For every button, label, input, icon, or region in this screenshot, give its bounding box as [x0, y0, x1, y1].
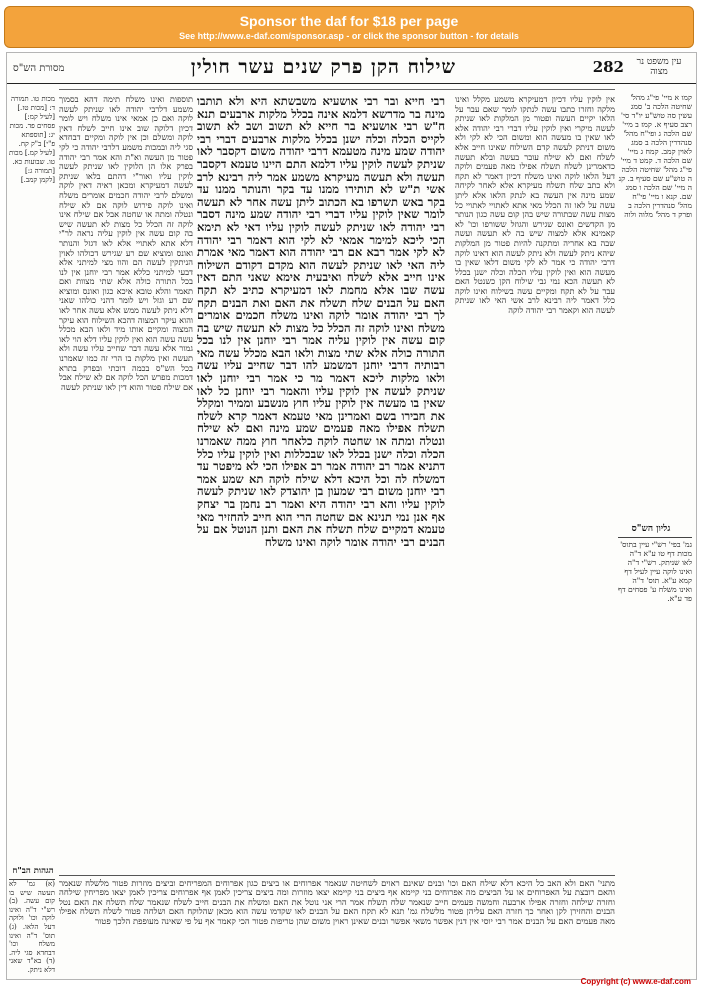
hagahot-habach-title: הגהות הב"ח: [12, 866, 54, 876]
hagahot-habach-column: (א) גמ' לא תעשה שיש בו קום עשה. (ב) רש"י ד"ה ואינו לוקה וכו' ולוקה דעל הלאו. (ג) תוס' ד"ה ואינו משלח וכו' דבחדא סגי ליה. (ד) בא"ד שאני דלא ניתק.: [9, 879, 55, 976]
header-divider: [59, 89, 615, 90]
sponsor-title[interactable]: Sponsor the daf for $18 per page: [239, 13, 459, 29]
tosafot-column: תוספות ואינו משלח תימה דהא בסמוך משמע דלרבי יהודה לאו שניתק לעשה לוקה ואם כן אמאי אינו משלח ויש לומר דכיון דלוקה שוב אינו חייב לשלח דאין לוקה ומשלם וכן אין לוקה ומקיים דבחדא סגי ליה ובמכות משמע דלרבי יהודה כי לקי פטור מן העשה וא"ת והא אמר רבי יהודה בפרק אלו הן הלוקין לאו שניתק לעשה לוקין עליו ואור"י דהתם בלאו שניתק לעשה דמעיקרא ומכאן ראיה דאין לוקה ומשלם לרבי יהודה חכמים אומרים משלח ואינו לוקה פירוש לוקה אם לא שילח ונטלה ומתה או שחטה אבל אם שילח אינו לוקה זה הכלל כל מצות לא תעשה שיש בה קום עשה אין לוקין עליה נראה לר"י דלא אתא לאתויי אלא לאו דגזל והנותר ואונס ומוציא שם רע שגירש דכולהו לאוין הניתקין לעשה הם והוו מצי למיתני אלא דבעי למיתני כללא אמר רבי יוחנן אין לנו בכל התורה כולה אלא שתי מצוות ואם תאמר והלא טובא איכא כגון ואונס ומוציא שם רע וגזל ויש לומר דהני כולהו שאני דלא ניתק לעשה ממש אלא עשה אחר לאו והוא עיקר המצוה דהכא השילוח הוא עיקר המצוה ומקיים אותו מיד ולאו הבא מכלל עשה עשה הוא ואין לוקין עליו דלא הוי לאו גמור אלא עשה דבר שחייב עליו עשה ולא תעשה ואין מלקות בו הרי זה כמו שאמרנו בכל הש"ס בכמה דוכתי ובפרק בתרא דמכות מפרש הכל לוקה אם לא שילח אבל אם שילח פטור והוא דין לאו שניתק לעשה: [59, 95, 193, 392]
bottom-commentary: מתני' האם ולא האב כל היכא דלא שילח האם וכו' ובנים שאינם ראוים לשחיטה שנאמר אפרוחים או ביצים כגון אפרוחים המפריחים וביצים מוזרות פטור מלשלח שנאמר והאם רובצת על האפרוחים או על הביצים מה אפרוחים בני קיימא אף ביצים בני קיימא יצאו מוזרות ומה ביצים צריכין לאמן אף אפרוחים צריכין לאמן יצאו מפריחין שילחה וחזרה שילחה וחזרה אפילו ארבעה וחמשה פעמים חייב שנאמר שלח תשלח אמר הרי אני נוטל את האם ומשלח את הבנים חייב לשלח שנאמר שלח תשלח את האם נטל הבנים והחזירן לקן ואחר כך חזרה האם עליהן פטור מלשלח גמ' תנא לא תקח האם על הבנים לאו שקדמו עשה הוא מכאן שהלוקח האם ושלחה פטור לשלח תשלח אפילו מאה פעמים האם על הבנים אמר רבי יוסי אין דנין אפשר משאי אפשר ובנים שאינן ראוין משום שהן טריפות פטור הכי קאמר אף על פי שאינה מעופפת הלכך פטור: [59, 875, 615, 975]
rashi-column: אין לוקין עליו דכיון דמעיקרא משמע מקלל ואינו מלקה וחזרו כתבו עשה לנתקו לומר שאם עבר על הלאו יקיים העשה ופטור מן המלקות לאו שניתק לעשה מיקרי ואין לוקין עליו דברי רבי יהודה אלא לאו שאין בו מעשה הוא ומשום הכי לא לקי ולא משום דניתק לעשה קדם השילוח שאינו חייב אלא לשלח ואם לא שילח עובר בעשה ובלא תעשה כדאמרינן לשלח תשלח אפילו מאה פעמים ולוקה דעל הלאו לוקה ואינו משלח דכיון דאמר לא תקח ולא כתב שלח תשלח מעיקרא אלא לאחר לקיחה שמע מינה אין העשה בא לנתק הלאו אלא ליתן עשה על לאו זה הכלל מאי אתא לאתויי לאתויי כל מצות עשה שבתורה שיש בהן קום עשה כגון הנותר מן הקדשים ואונס שגירש והגוזל ששורפו וכו' לא קאמינא אלא למצוה שיש בה לא תעשה ועשה שבה בא אחריה ומתקנה להיות פטור מן המלקות שיהא ניתק לעשה ולא ניתק לעשה הוא דאינו לוקה דרבי יהודה כי אמר לא לקי משום דלאו שאין בו מעשה הוא ואין לוקין עליו הכלה וכלה ישנן בכלל לא תעשה הכא נמי גבי שילוח הקן כשנטל האם עבר על לא תקח ומקיים עשה בשילוח ואינו לוקה כלל דאמר ליה רבינא לרב אשי האי לאו שניתק לעשה הוא וקאמר רבי יהודה לוקה: [455, 95, 615, 316]
gilion-hashas-column: גמ' בפי' רש"י עיין בתוס' מכות דף טו ע"א ד"ה לאו שניתק. רש"י ד"ה ואינו לוקה עיין לעיל דף קמא ע"א. תוס' ד"ה ואינו משלח ע' פסחים דף פד ע"א.: [618, 537, 692, 680]
sponsor-subtitle[interactable]: See http://www.e-daf.com/sponsor.asp - or click the sponsor button - for details: [179, 31, 519, 41]
page-number: 282: [592, 58, 624, 76]
gemara-column: רבי חייא ובר רבי אושעיא משבשתא היא ולא תותבו מינה בר מדרשא דלמא אינה בכלל מלקות ארבעים תנא ח"ש רבי אושעיא בר חייא לא תשוב ושב לא תשוב לקייס הכלה וכלה ישנן בכלל מלקות ארבעים דברי רבי יהודה שמע מינה מטעמא דרבי יהודה משום דקסבר לאו שניתק לעשה לוקין עליו דלמא התם היינו טעמא דקסבר תעשה ולא תעשה מעיקרא משמע אמר ליה רבינא לרב אשי ת"ש לא תותירו ממנו עד בקר והנותר ממנו עד בקר באש תשרפו בא הכתוב ליתן עשה אחר לא תעשה לומר שאין לוקין עליו דברי רבי יהודה שמע מינה דסבר רבי יהודה לאו שניתק לעשה לוקין עליו דאי לא תימא הכי ליכא למימר אמאי לא לקי הוא דאמר רבי יהודה לא לקי אמר רבא אם רבי יהודה הוא דאמר מאי אמרת ליה האי לאו שניתק לעשה הוא מקדם דקודם השילוח אינו חייב אלא לשלח ואיבעית אימא שאני התם דאין עשה שבו אלא מחמת לאו דמעיקרא כתיב לא תקח האם על הבנים שלח תשלח את האם ואת הבנים תקח לך רבי יהודה אומר לוקה ואינו משלח חכמים אומרים משלח ואינו לוקה זה הכלל כל מצות לא תעשה שיש בה קום עשה אין לוקין עליה אמר רבי יוחנן אין לנו בכל התורה כולה אלא שתי מצות ולאו הבא מכלל עשה מאי רבותיה דרבי יוחנן דמשמע להו דבר שחייב עליו עשה ולאו מלקות ליכא דאמר מר כי אמר רבי יוחנן לאו שניתק לעשה אין לוקין עליו והאמר רבי יוחנן כל לאו שאין בו מעשה אין לוקין עליו חוץ מנשבע וממיר ומקלל את חבירו בשם ואמרינן מאי טעמא דאמר קרא לשלח תשלח אפילו מאה פעמים שמע מינה ואם לא שילח ונטלה ומתה או שחטה לוקה כלאחר חוץ ממה שאמרנו הכלה וכלה ישנן בכלל לאו שבכללות ואין לוקין עליו כלל דתניא אמר רב יהודה אמר רב אפילו הכי לא מיפטר עד דמשלח לה וכל היכא דלא שילח לוקה תא שמע אמר רבי יוחנן משום רבי שמעון בן יהוצדק לאו שניתק לעשה לוקין עליו והא רבי יהודה היא ואמר רב נחמן בר יצחק אף אנן נמי תנינא אם שחטה הרי הוא חייב להחזיר מאי טעמא דמקיים שלח תשלח את האם ותנן הנוטל אם על הבנים רבי יהודה אומר לוקה ואינו משלח: [197, 95, 445, 549]
sponsor-banner[interactable]: [4, 6, 694, 48]
page-title: שילוח הקן פרק שנים עשר חולין: [190, 56, 456, 78]
mesorah-label: מסורת הש"ס: [13, 63, 65, 74]
copyright-notice: Copyright (c) www.e-daf.com: [580, 977, 691, 986]
ein-mishpat-column: קמו א מיי' פי"ג מהל' שחיטה הלכה ב' סמג עשין סה טוש"ע יו"ד סי' רצב סעיף א. קמז ב מיי' שם הלכה ג ופי"ח מהל' סנהדרין הלכה ב סמג לאוין קמב. קמח ג מיי' שם הלכה ד. קמט ד מיי' פי"ג מהל' שחיטה הלכה ה טוש"ע שם סעיף ב. קנ ה מיי' שם הלכה ו סמג שם. קנא ו מיי' פי"ח מהל' סנהדרין הלכה ב ופרק ד מהל' מלוה ולוה: [618, 93, 692, 219]
gilion-hashas-title: גליון הש"ס: [631, 524, 671, 534]
page-header: [7, 53, 696, 84]
talmud-page: [6, 52, 697, 980]
mesorah-hashas-column: מכות טו. תמורה ד: [מכות טז.] [לעיל קמ:] פסחים פד. מכות יג: [תוספתא פ"י] ב"ק קח. [לעיל קמ.] מכות טו. שבועות כא. [תמורה ג:] [לקמן קמב.]: [9, 95, 55, 184]
ein-mishpat-label: עין משפט נר מצוה: [636, 57, 682, 77]
